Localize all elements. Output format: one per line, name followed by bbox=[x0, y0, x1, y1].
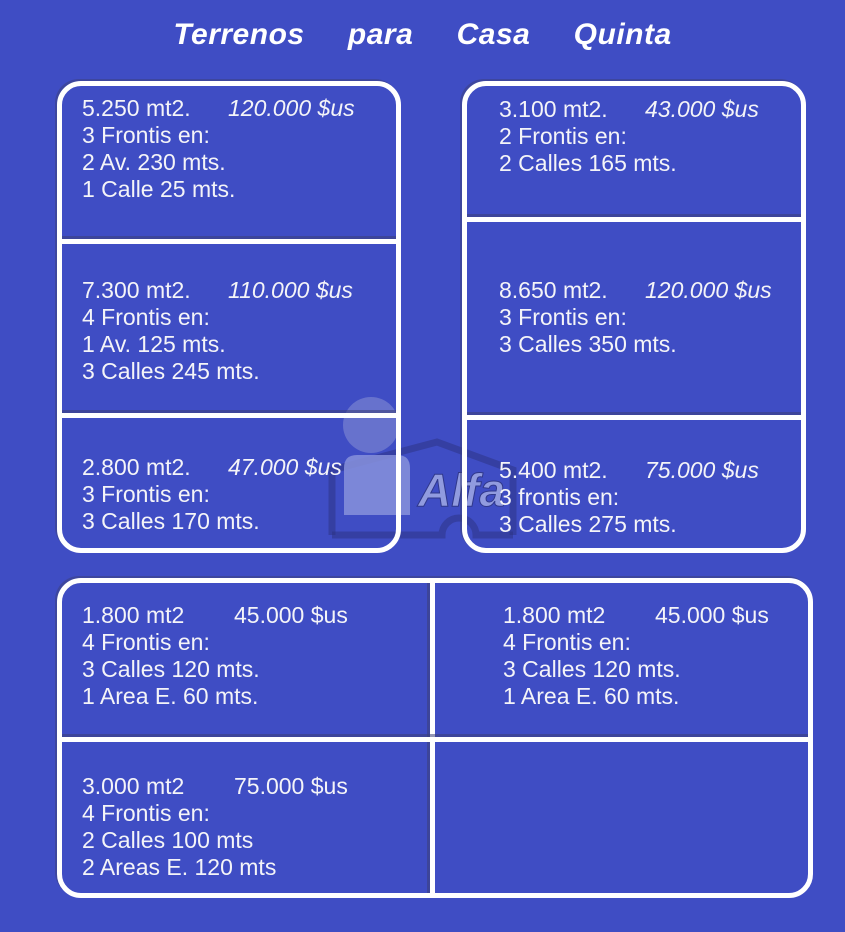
listing-area: 7.300 mt2. bbox=[82, 277, 191, 303]
listing-line: 2 Calles 165 mts. bbox=[499, 150, 677, 176]
listing-1800-b bbox=[503, 602, 769, 710]
page-title: Terrenos para Casa Quinta bbox=[173, 18, 672, 51]
listing-line: 2 Areas E. 120 mts bbox=[82, 854, 277, 880]
listing-area: 5.400 mt2. bbox=[499, 457, 608, 483]
divider bbox=[467, 217, 801, 222]
listing-line: 3 Calles 350 mts. bbox=[499, 331, 677, 357]
listing-price: 110.000 $us bbox=[228, 277, 353, 303]
listing-line: 4 Frontis en: bbox=[82, 629, 210, 655]
listing-area: 3.100 mt2. bbox=[499, 96, 608, 122]
listings-box-bottom bbox=[57, 578, 813, 898]
listing-price: 45.000 $us bbox=[234, 602, 348, 628]
listing-line: 3 Calles 120 mts. bbox=[82, 656, 260, 682]
divider bbox=[62, 239, 396, 244]
listing-area: 3.000 mt2 bbox=[82, 773, 185, 799]
listing-line: 3 Calles 245 mts. bbox=[82, 358, 260, 384]
listing-area: 5.250 mt2. bbox=[82, 95, 191, 121]
listing-3100 bbox=[499, 96, 759, 177]
listing-price: 120.000 $us bbox=[645, 277, 772, 303]
divider bbox=[62, 413, 396, 418]
listing-area: 1.800 mt2 bbox=[503, 602, 606, 628]
listing-line: 2 Av. 230 mts. bbox=[82, 149, 226, 175]
listing-line: 4 Frontis en: bbox=[82, 304, 210, 330]
listings-box-top-right bbox=[462, 81, 806, 553]
listing-price: 75.000 $us bbox=[234, 773, 348, 799]
listing-line: 1 Av. 125 mts. bbox=[82, 331, 226, 357]
listing-line: 1 Area E. 60 mts. bbox=[82, 683, 259, 709]
listing-5250 bbox=[82, 95, 355, 203]
listing-line: 3 Calles 120 mts. bbox=[503, 656, 681, 682]
listing-line: 3 frontis en: bbox=[499, 484, 620, 510]
listing-line: 3 Frontis en: bbox=[82, 122, 210, 148]
divider bbox=[62, 737, 808, 742]
listing-price: 120.000 $us bbox=[228, 95, 355, 121]
divider bbox=[467, 415, 801, 420]
listing-area: 2.800 mt2. bbox=[82, 454, 191, 480]
listing-line: 2 Frontis en: bbox=[499, 123, 627, 149]
listing-line: 1 Area E. 60 mts. bbox=[503, 683, 680, 709]
listing-line: 4 Frontis en: bbox=[503, 629, 631, 655]
listing-7300 bbox=[82, 277, 353, 385]
listing-5400 bbox=[499, 457, 759, 538]
listing-line: 3 Frontis en: bbox=[82, 481, 210, 507]
listing-1800-a bbox=[82, 602, 348, 710]
listing-line: 3 Frontis en: bbox=[499, 304, 627, 330]
listing-area: 1.800 mt2 bbox=[82, 602, 185, 628]
listing-price: 75.000 $us bbox=[645, 457, 759, 483]
listing-line: 3 Calles 275 mts. bbox=[499, 511, 677, 537]
listing-8650 bbox=[499, 277, 772, 358]
listing-line: 3 Calles 170 mts. bbox=[82, 508, 260, 534]
listing-area: 8.650 mt2. bbox=[499, 277, 608, 303]
listings-box-top-left bbox=[57, 81, 401, 553]
listing-line: 1 Calle 25 mts. bbox=[82, 176, 236, 202]
listing-price: 47.000 $us bbox=[228, 454, 342, 480]
listing-price: 43.000 $us bbox=[645, 96, 759, 122]
listing-2800 bbox=[82, 454, 342, 535]
alfa-watermark-text: Alfa bbox=[418, 464, 505, 516]
listing-price: 45.000 $us bbox=[655, 602, 769, 628]
listing-line: 4 Frontis en: bbox=[82, 800, 210, 826]
listing-3000 bbox=[82, 773, 348, 881]
listing-line: 2 Calles 100 mts bbox=[82, 827, 254, 853]
